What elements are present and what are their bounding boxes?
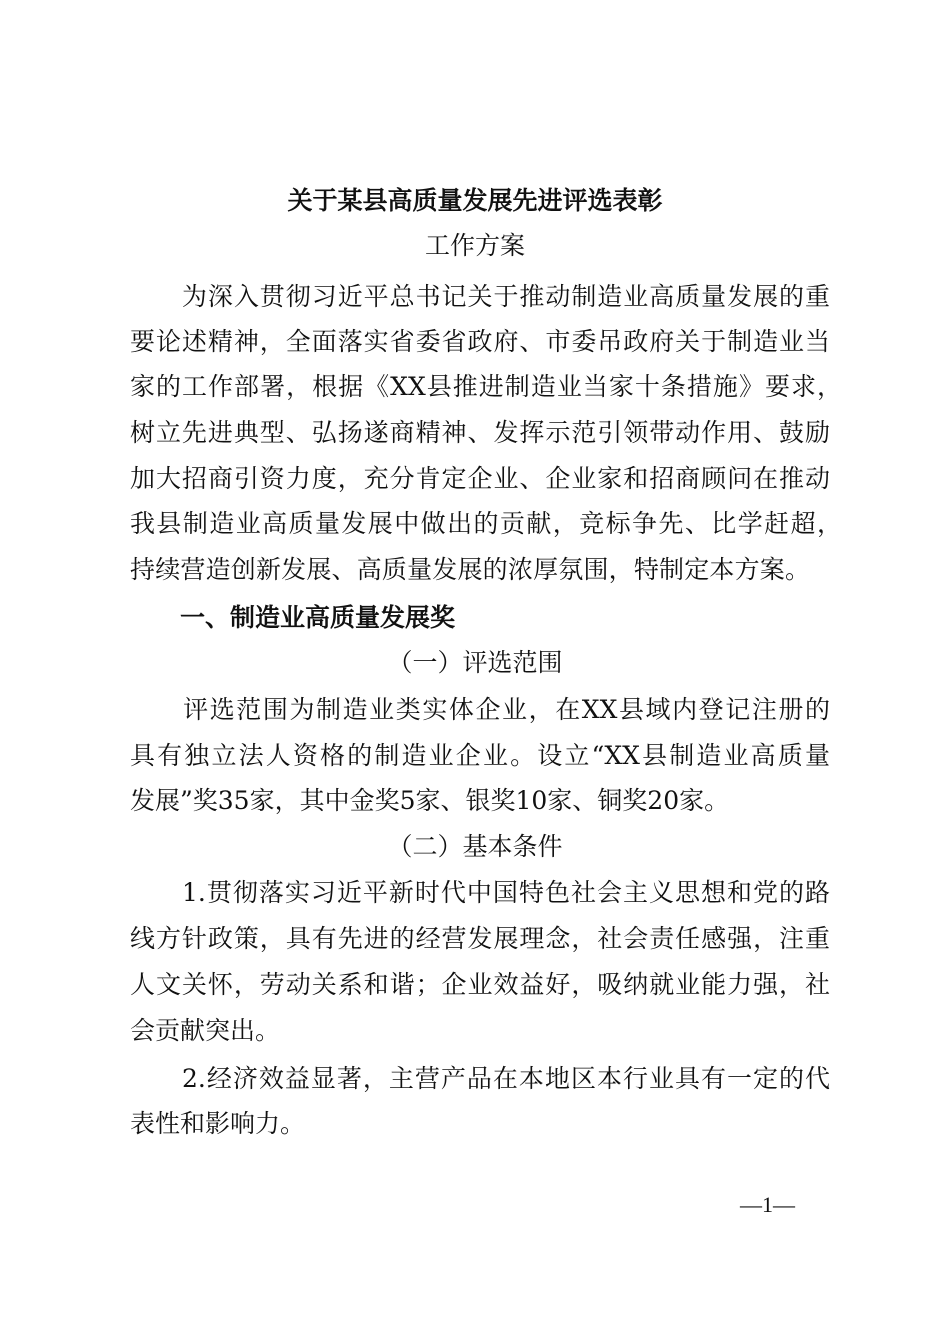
paragraph-line: 持续营造创新发展、高质量发展的浓厚氛围，特制定本方案。 [130, 555, 810, 584]
paragraph-line: 我县制造业高质量发展中做出的贡献，竞标争先、比学赶超， [130, 509, 842, 538]
document-title: 关于某县高质量发展先进评选表彰 [287, 186, 663, 215]
paragraph-line: 要论述精神，全面落实省委省政府、市委吊政府关于制造业当 [130, 327, 830, 356]
page-number: —1— [740, 1192, 795, 1217]
document-subtitle: 工作方案 [424, 231, 525, 260]
subsection-heading: （一）评选范围 [387, 648, 563, 677]
paragraph-line: 发展”奖35家，其中金奖5家、银奖10家、铜奖20家。 [130, 786, 730, 815]
paragraph-line: 表性和影响力。 [130, 1109, 306, 1138]
paragraph-line: 树立先进典型、弘扬遂商精神、发挥示范引领带动作用、鼓励 [130, 418, 830, 447]
subsection-heading: （二）基本条件 [387, 832, 563, 861]
paragraph-line: 线方针政策，具有先进的经营发展理念，社会责任感强，注重 [130, 924, 830, 953]
paragraph-line: 1.贯彻落实习近平新时代中国特色社会主义思想和党的路 [130, 878, 830, 907]
paragraph-line: 会贡献突出。 [130, 1016, 281, 1045]
paragraph-line: 加大招商引资力度，充分肯定企业、企业家和招商顾问在推动 [130, 464, 830, 493]
paragraph-line: 2.经济效益显著，主营产品在本地区本行业具有一定的代 [130, 1064, 830, 1093]
paragraph-line: 人文关怀，劳动关系和谐；企业效益好，吸纳就业能力强，社 [130, 970, 830, 999]
paragraph-line: 家的工作部署，根据《XX县推进制造业当家十条措施》要求， [130, 372, 842, 401]
paragraph-line: 评选范围为制造业类实体企业，在XX县域内登记注册的 [130, 695, 830, 724]
paragraph-line: 为深入贯彻习近平总书记关于推动制造业高质量发展的重 [130, 282, 830, 311]
section-heading: 一、制造业高质量发展奖 [130, 603, 456, 632]
paragraph-line: 具有独立法人资格的制造业企业。设立“XX县制造业高质量 [130, 741, 830, 770]
